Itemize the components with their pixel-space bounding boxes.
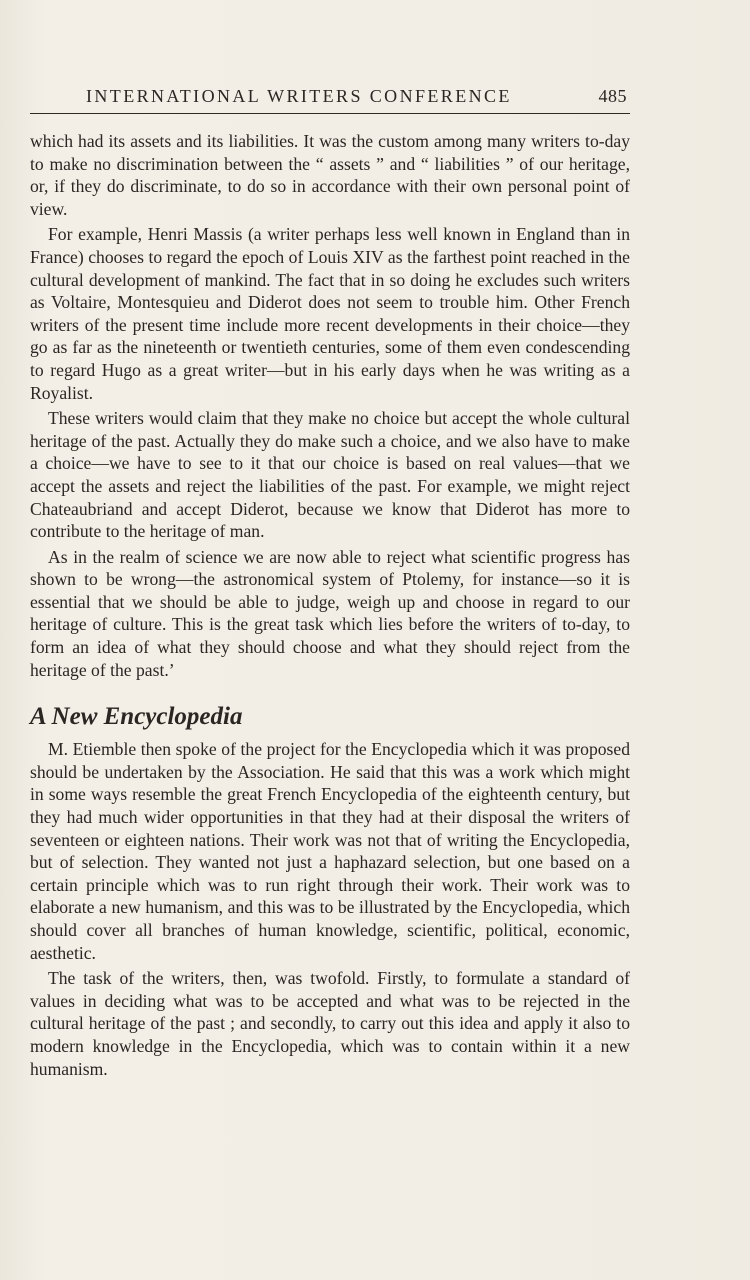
section-heading: A New Encyclopedia	[30, 703, 243, 731]
paragraph: These writers would claim that they make no choice but accept the whole cultural heritage of the past. Actually they do make such a choice, and we also have to make a choice—we have to see to it that our choice is based on real values—that we accept the assets and reject the liabilities of the past. For example, we might reject Chateaubriand and accept Diderot, because we know that Diderot has more to contribute to the heritage of man.	[30, 408, 630, 542]
running-header	[30, 83, 630, 114]
page-number: 485	[598, 86, 627, 106]
paragraph: M. Etiemble then spoke of the project for the Encyclopedia which it was proposed should be undertaken by the Association. He said that this was a work which might in some ways resemble the great French Encyclopedia of the eighteenth century, but they had much wider opportunities in that they had at their disposal the writers of seventeen or eighteen nations. Their work was not that of writing the Encyclopedia, but of selection. They wanted not just a haphazard selection, but one based on a certain principle which was to run right through their work. Their work was to elaborate a new humanism, and this was to be illustrated by the Encyclopedia, which should cover all branches of human knowledge, scientific, political, economic, aesthetic.	[30, 739, 630, 963]
paragraph: which had its assets and its liabilities. It was the custom among many writers to-day to make no discrimination between the “ assets ” and “ liabilities ” of our heritage, or, if they do discriminate, to do so in accordance with their own personal point of view.	[30, 131, 630, 219]
paragraph: As in the realm of science we are now able to reject what scientific progress has shown to be wrong—the astronomical system of Ptolemy, for instance—so it is essential that we should be able to judge, weigh up and choose in regard to our heritage of culture. This is the great task which lies before the writers of to-day, to form an idea of what they should choose and what they should reject from the heritage of the past.’	[30, 546, 630, 680]
body-text	[30, 130, 630, 1083]
running-header-title: INTERNATIONAL WRITERS CONFERENCE	[86, 86, 512, 106]
paragraph: For example, Henri Massis (a writer perhaps less well known in England than in France) chooses to regard the epoch of Louis XIV as the farthest point reached in the cultural development of mankind. The fact that in so doing he excludes such writers as Voltaire, Montesquieu and Diderot does not seem to trouble him. Other French writers of the present time include more recent developments in their choice—they go as far as the nineteenth or twentieth centuries, some of them even condescending to regard Hugo as a great writer—but in his early days when he was writing as a Royalist.	[30, 224, 630, 403]
paragraph: The task of the writers, then, was twofold. Firstly, to formulate a standard of values in deciding what was to be accepted and what was to be rejected in the cultural heritage of the past ; and secondly, to carry out this idea and apply it also to modern knowledge in the Encyclopedia, which was to contain within it a new humanism.	[30, 968, 630, 1079]
